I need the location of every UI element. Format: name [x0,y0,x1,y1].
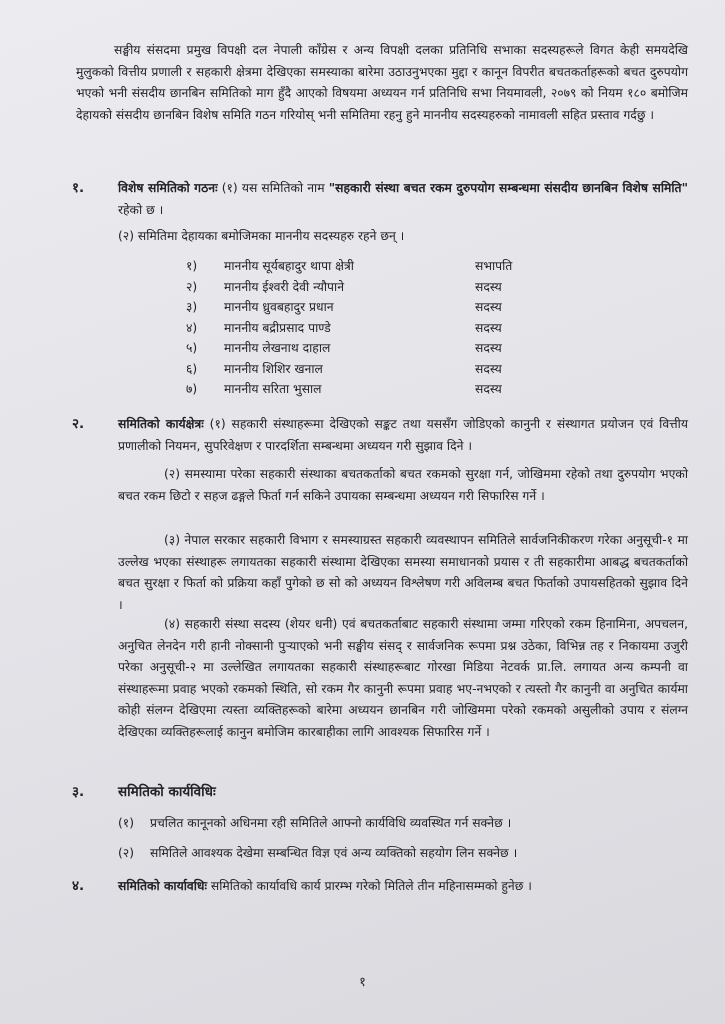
member-row [186,359,526,380]
member-index: २) [186,279,198,294]
member-role: सदस्य [475,320,502,335]
member-name: माननीय सूर्यबहादुर थापा क्षेत्री [224,259,354,273]
member-name: माननीय ईश्वरी देवी न्यौपाने [224,279,345,294]
member-row [186,256,526,277]
section-4-text: समितिको कार्यावधि कार्य प्रारम्भ गरेको मितिले तीन महिनासम्मको हुनेछ । [206,879,532,893]
item-text: प्रचलित कानूनको अधिनमा रही समितिले आफ्नो कार्यविधि व्यवस्थित गर्न सक्नेछ । [150,816,512,830]
section-1-clause-1 [118,178,688,221]
member-name: माननीय ध्रुवबहादुर प्रधान [224,300,334,314]
intro-paragraph: सङ्घीय संसदमा प्रमुख विपक्षी दल नेपाली काँग्रेस र अन्य विपक्षी दलका प्रतिनिधि सभाका सदस्यहरूले विगत केही समयदेखि मुलुकको वित्तीय प्रणाली र सहकारी क्षेत्रमा देखिएका समस्याका बारेमा उठाउनुभएका मुद्दा र कानून विपरीत बचतकर्ताहरूको बचत दुरुपयोग भएको भनी संसदीय छानबिन समितिको माग हुँदै आएको विषयमा अध्ययन गर्न प्रतिनिधि सभा नियमावली, २०७९ को नियम १८० बमोजिम देहायको संसदीय छानबिन विशेष समिति गठन गरियोस् भनी समितिमा रहनु हुने माननीय सदस्यहरुको नामावली सहित प्रस्ताव गर्दछु । [76,43,688,122]
member-name: माननीय लेखनाथ दाहाल [224,341,331,355]
member-row [186,379,526,400]
section-1-heading: विशेष समितिको गठनः [118,181,218,195]
section-1-number: १. [72,180,85,196]
member-name: माननीय बद्रीप्रसाद पाण्डे [224,320,331,335]
member-role: सदस्य [475,361,502,376]
page-number: १ [359,975,366,990]
section-3-heading: समितिको कार्यविधिः [118,784,216,800]
member-role: सदस्य [475,341,502,355]
member-index: ७) [186,382,198,396]
item-index: (१) [118,816,134,830]
section-1-text-after: रहेको छ । [118,202,164,217]
member-list [186,256,526,400]
section-4-heading: समितिको कार्यावधिः [118,879,207,893]
member-role: सदस्य [475,300,502,314]
member-index: ३) [186,300,198,314]
section-2-clause-2: (२) समस्यामा परेका सहकारी संस्थाका बचतकर्ताको बचत रकमको सुरक्षा गर्न, जोखिममा रहेको तथा दुरुपयोग भएको बचत रकम छिटो र सहज ढङ्गले फिर्ता गर्न सकिने उपायका सम्बन्धमा अध्ययन गरी सिफारिस गर्ने । [118,467,688,503]
section-1-text-before: (१) यस समितिको नाम [217,181,329,195]
section-3-number: ३. [72,784,85,800]
member-row [186,277,526,298]
item-index: (२) [118,846,134,860]
item-text: समितिले आवश्यक देखेमा सम्बन्धित विज्ञ एवं अन्य व्यक्तिको सहयोग लिन सक्नेछ । [150,846,518,860]
member-index: ४) [186,320,198,335]
section-4-number: ४. [72,878,85,894]
member-role: सदस्य [475,279,502,294]
section-2-heading: समितिको कार्यक्षेत्रः [118,417,204,431]
member-row [186,297,526,318]
member-row [186,338,526,359]
member-row [186,318,526,339]
member-role: सदस्य [475,382,502,396]
section-2-clause-1-text: (१) सहकारी संस्थाहरूमा देखिएको सङ्कट तथा यससँग जोडिएको कानुनी र संस्थागत प्रयोजन एवं वित्तीय प्रणालीको नियमन, सुपरिवेक्षण र पारदर्शिता सम्बन्धमा अध्ययन गरी सुझाव दिने । [118,417,689,453]
committee-name: "सहकारी संस्था बचत रकम दुरुपयोग सम्बन्धमा संसदीय छानबिन विशेष समिति" [328,181,688,195]
member-index: ५) [186,341,198,355]
section-2-clause-3: (३) नेपाल सरकार सहकारी विभाग र समस्याग्रस्त सहकारी व्यवस्थापन समितिले सार्वजनिकीकरण गरेका अनुसूची-१ मा उल्लेख भएका संस्थाहरू लगायतका सहकारी संस्थामा देखिएका समस्या समाधानको प्रयास र ती सहकारीमा आबद्ध बचतकर्ताको बचत सुरक्षा र फिर्ता को प्रक्रिया कहाँ पुगेको छ सो को अध्ययन विश्लेषण गरी अविलम्ब बचत फिर्ताको उपायसहितको सुझाव दिने । [118,533,688,612]
section-4-paragraph [118,876,698,898]
section-2-clause-4: (४) सहकारी संस्था सदस्य (शेयर धनी) एवं बचतकर्ताबाट सहकारी संस्थामा जम्मा गरिएको रकम हिनामिना, अपचलन, अनुचित लेनदेन गरी हानी नोक्सानी पुर्‍याएको भनी सङ्घीय संसद् र सार्वजनिक रूपमा प्रश्न उठेका, विभिन्न तह र निकायमा उजुरी परेका अनुसूची-२ मा उल्लेखित लगायतका सहकारी संस्थाहरूबाट गोरखा मिडिया नेटवर्क प्रा.लि. लगायत अन्य कम्पनी वा संस्थाहरूमा प्रवाह भएको रकमको स्थिति, सो रकम गैर कानुनी रूपमा प्रवाह भए-नभएको र त्यस्तो गैर कानुनी वा अनुचित कार्यमा कोही संलग्न देखिएमा त्यस्ता व्यक्तिहरूको बारेमा अध्ययन छानबिन गरी जोखिममा परेको रकमको असुलीको उपाय र संलग्न देखिएका व्यक्तिहरूलाई कानुन बमोजिम कारबाहीका लागि आवश्यक सिफारिस गर्ने । [118,617,688,739]
member-name: माननीय शिशिर खनाल [224,361,323,376]
member-role: सभापति [475,259,513,273]
section-1-clause-2: (२) समितिमा देहायका बमोजिमका माननीय सदस्यहरु रहने छन् । [118,229,405,243]
section-2-clause-1 [118,414,688,457]
member-index: ६) [186,361,198,376]
section-2-number: २. [72,416,85,432]
member-name: माननीय सरिता भुसाल [224,382,322,396]
member-index: १) [186,259,198,273]
